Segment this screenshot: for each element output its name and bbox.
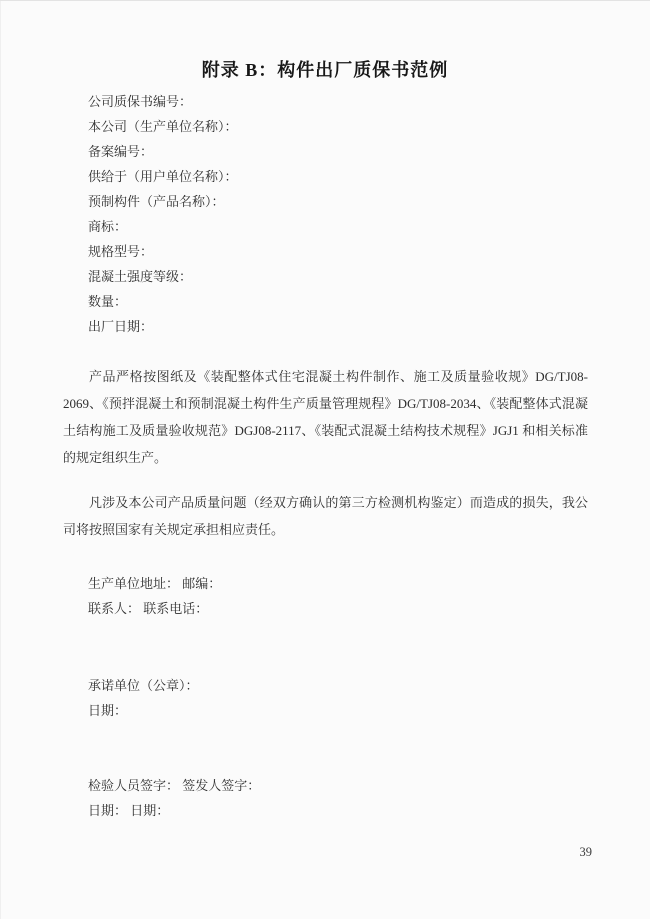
signature-section [63, 773, 588, 823]
contact-section [63, 571, 588, 621]
line-commitment-date: 日期： [88, 703, 128, 718]
commitment-section [63, 673, 588, 723]
field-record-number: 备案编号： [88, 144, 154, 159]
form-fields-section [63, 89, 588, 339]
line-inspector-issuer-signature: 检验人员签字： 签发人签字： [88, 778, 261, 793]
field-factory-date: 出厂日期： [88, 319, 154, 334]
page-number: 39 [579, 845, 592, 859]
field-concrete-strength-grade: 混凝土强度等级： [88, 269, 193, 284]
line-contact-person-phone: 联系人： 联系电话： [88, 601, 209, 616]
field-company-cert-number: 公司质保书编号： [88, 94, 193, 109]
line-commitment-unit-seal: 承诺单位（公章）： [88, 678, 199, 693]
field-supplied-to: 供给于（用户单位名称）： [88, 169, 238, 184]
line-signature-dates: 日期： 日期： [88, 803, 170, 818]
field-trademark: 商标： [88, 219, 128, 234]
field-quantity: 数量： [88, 294, 128, 309]
line-address-postcode: 生产单位地址： 邮编： [88, 576, 222, 591]
field-spec-model: 规格型号： [88, 244, 154, 259]
paragraph-liability: 凡涉及本公司产品质量问题（经双方确认的第三方检测机构鉴定）而造成的损失，我公司将按照国家有关规定承担相应责任。 [63, 495, 588, 537]
field-product-name: 预制构件（产品名称）： [88, 194, 225, 209]
page-title: 附录 B：构件出厂质保书范例 [201, 60, 449, 80]
field-producer-name: 本公司（生产单位名称）： [88, 119, 238, 134]
paragraph-production-standards: 产品严格按图纸及《装配整体式住宅混凝土构件制作、施工及质量验收规》DG/TJ08-2069、《预拌混凝土和预制混凝土构件生产质量管理规程》DG/TJ08-2034、《装配整体式混凝土结构施工及质量验收规范》DGJ08-2117、《装配式混凝土结构技术规程》JGJ1 和相关标准的规定组织生产。 [63, 369, 588, 465]
